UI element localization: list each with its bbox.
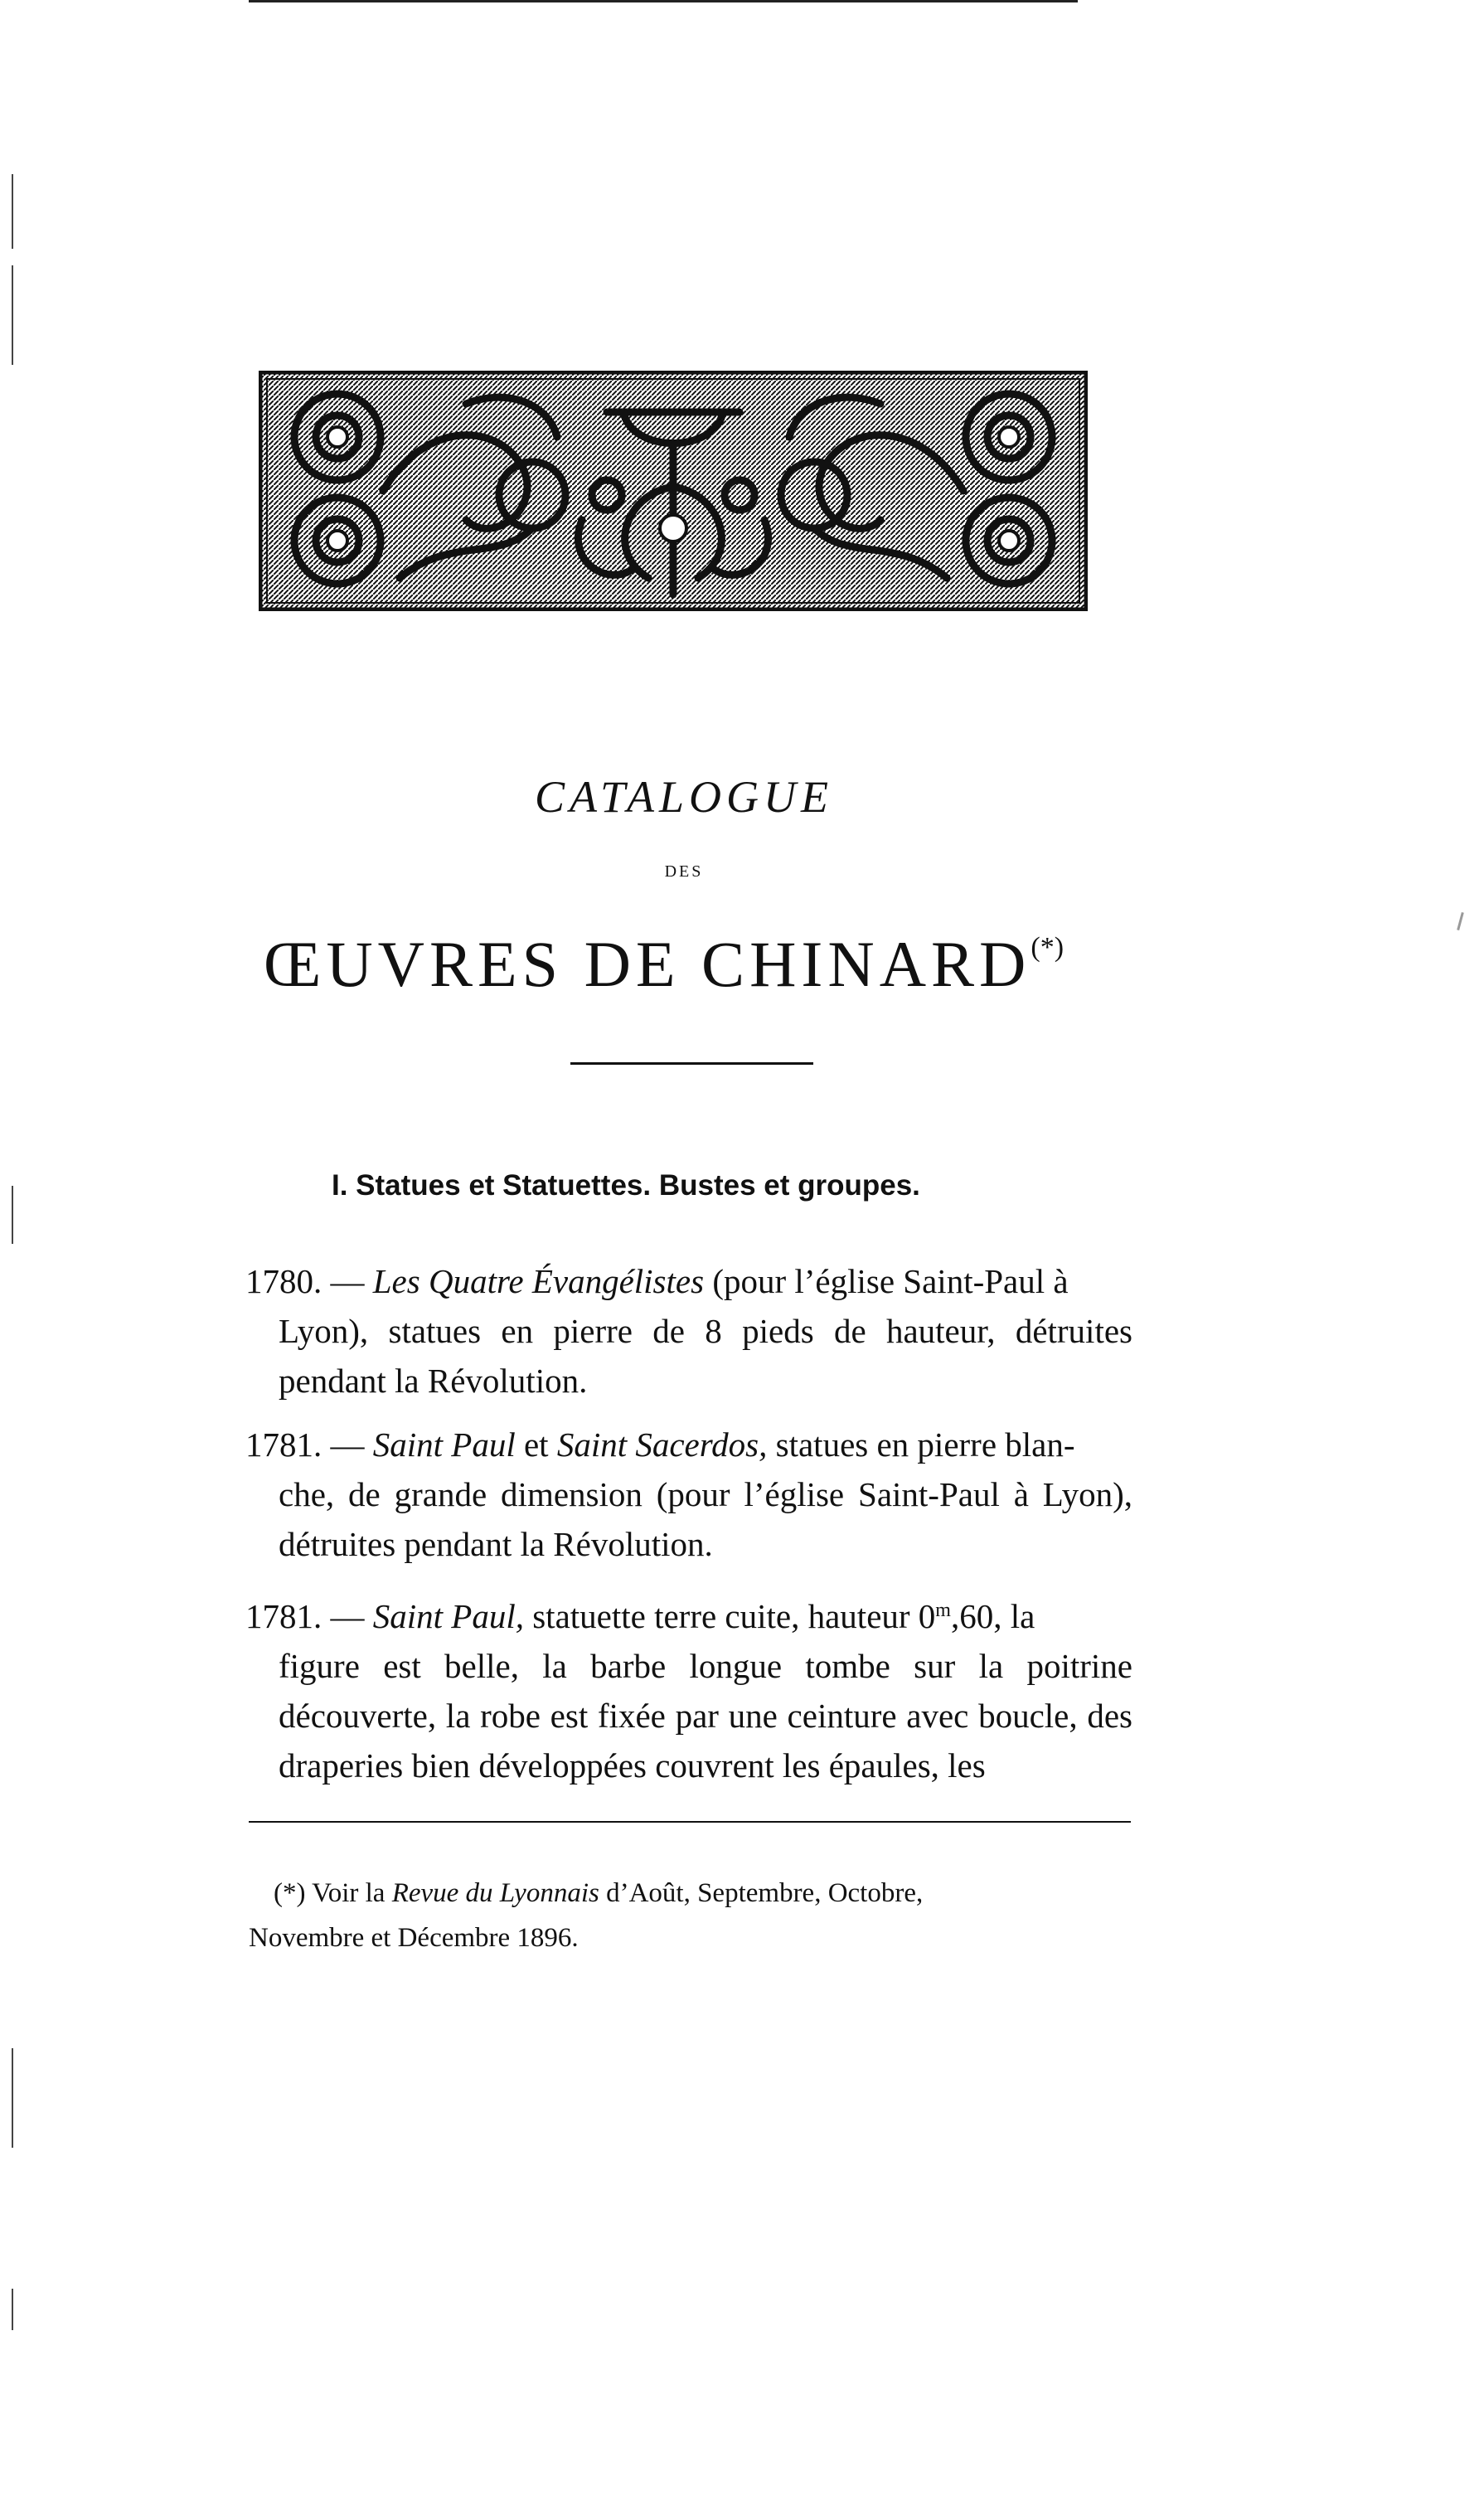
entry-text: (pour l’église Saint-Paul à: [704, 1262, 1069, 1300]
entry-conjunction: et: [515, 1425, 557, 1464]
scan-edge-mark: [12, 1186, 13, 1244]
entry-title: Les Quatre Évangélistes: [372, 1262, 705, 1300]
entry-text: che, de grande dimension (pour l’église Saint-Paul à Lyon), détruites pendant la Révolution.: [279, 1475, 1132, 1563]
entry-text: Lyon), statues en pierre de 8 pieds de hauteur, détruites pendant la Révolution.: [279, 1312, 1132, 1400]
entry-year: 1781.: [245, 1425, 323, 1464]
entry-title: Saint Paul,: [372, 1597, 524, 1635]
entry-dash: —: [322, 1597, 373, 1635]
entry-unit: m: [935, 1600, 951, 1621]
footnote-text: Novembre et Décembre 1896.: [249, 1923, 579, 1953]
section-heading: I. Statues et Statuettes. Bustes et groupes.: [332, 1169, 920, 1202]
entry-dash: —: [322, 1425, 373, 1464]
entry-year: 1780.: [245, 1262, 323, 1300]
footnote-divider: [249, 1821, 1131, 1823]
scan-edge-mark: [12, 174, 13, 249]
entry-dash: —: [322, 1262, 373, 1300]
footnote-text: Voir la: [305, 1878, 392, 1908]
entry-text: statuette terre cuite, hauteur 0: [523, 1597, 936, 1635]
footnote-reference: (*): [1031, 932, 1065, 963]
catalogue-entry: [245, 1585, 1132, 1790]
title-divider: [570, 1062, 813, 1065]
footnote-text: d’Août, Septembre, Octobre,: [599, 1878, 924, 1908]
footnote: [249, 1871, 1136, 1960]
entry-title: Saint Sacerdos,: [556, 1425, 768, 1464]
page-title: [264, 927, 1064, 1002]
entry-title: Saint Paul: [372, 1425, 516, 1464]
footnote-journal-title: Revue du Lyonnais: [391, 1878, 599, 1908]
entry-text: ,60, la: [950, 1597, 1035, 1635]
scan-top-line: [249, 0, 1078, 2]
scan-edge-mark: [12, 265, 13, 365]
catalogue-entry: [245, 1420, 1132, 1569]
scan-edge-mark: [12, 2289, 13, 2330]
ornamental-headpiece-icon: [259, 371, 1088, 611]
scan-edge-mark: [1457, 912, 1464, 930]
page-title-text: ŒUVRES DE CHINARD: [264, 928, 1031, 1000]
scan-edge-mark: [12, 2048, 13, 2148]
entry-year: 1781.: [245, 1597, 323, 1635]
catalogue-entry: [245, 1256, 1132, 1406]
entry-text: figure est belle, la barbe longue tombe sur la poitrine découverte, la robe est fixée par une ceinture avec boucle, des draperies bien développées couvrent les épaules, les: [279, 1647, 1132, 1785]
entry-text: statues en pierre blan-: [767, 1425, 1075, 1464]
des-label: DES: [664, 862, 704, 881]
catalogue-title: CATALOGUE: [534, 772, 834, 822]
footnote-marker: (*): [274, 1878, 306, 1908]
